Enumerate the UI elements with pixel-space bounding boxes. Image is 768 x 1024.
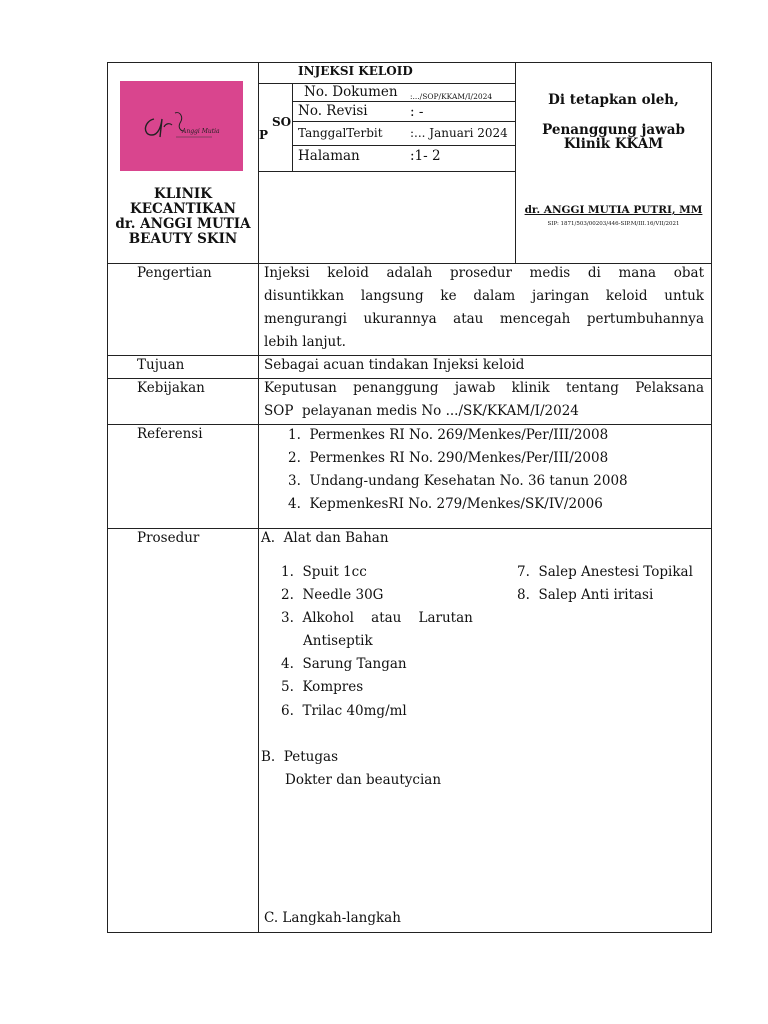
prosedur-b-text: Dokter dan beautycian: [285, 772, 442, 788]
table-bottom-border: [107, 932, 712, 933]
meta-value-halaman: :1- 2: [410, 148, 441, 164]
pengertian-line-1: Injeksi keloid adalah prosedur medis di mana obat: [264, 265, 704, 281]
referensi-item-4: 4. KepmenkesRI No. 279/Menkes/SK/IV/2006: [288, 496, 603, 512]
clinic-name-line-3: dr. ANGGI MUTIA: [115, 216, 251, 232]
alat-item-1: 1. Spuit 1cc: [281, 564, 367, 580]
referensi-item-2: 2. Permenkes RI No. 290/Menkes/Per/III/2008: [288, 450, 609, 466]
header-bottom-border: [107, 263, 712, 264]
clinic-name-line-2: KECANTIKAN: [130, 201, 236, 217]
pengertian-line-3: mengurangi ukurannya atau mencegah pertumbuhannya: [264, 311, 704, 327]
sop-divider: [292, 83, 293, 171]
meta-label-halaman: Halaman: [298, 148, 360, 164]
clinic-name-line-1: KLINIK: [154, 186, 212, 202]
alat-item-2: 2. Needle 30G: [281, 587, 384, 603]
tujuan-text: Sebagai acuan tindakan Injeksi keloid: [264, 357, 525, 373]
signer-name: dr. ANGGI MUTIA PUTRI, MM: [524, 204, 703, 216]
approval-line-1: Di tetapkan oleh,: [548, 92, 679, 108]
row-border-prosedur: [107, 528, 712, 529]
meta-value-no-dokumen: :.../SOP/KKAM/I/2024: [410, 92, 493, 101]
row-border-3: [292, 145, 515, 146]
alat-item-4: 4. Sarung Tangan: [281, 656, 407, 672]
meta-label-no-dokumen: No. Dokumen: [304, 84, 398, 100]
alat-item-3: 3. Alkohol atau Larutan: [281, 610, 473, 626]
alat-item-5: 5. Kompres: [281, 679, 364, 695]
label-kebijakan: Kebijakan: [137, 380, 205, 396]
meta-label-tanggal-terbit: TanggalTerbit: [298, 126, 383, 140]
prosedur-b-title: B. Petugas: [261, 749, 338, 765]
alat-item-8: 8. Salep Anti iritasi: [517, 587, 654, 603]
meta-label-no-revisi: No. Revisi: [298, 103, 368, 119]
prosedur-c-title: C. Langkah-langkah: [264, 910, 401, 926]
kebijakan-line-1: Keputusan penanggung jawab klinik tentang Pelaksana: [264, 380, 704, 396]
document-title: INJEKSI KELOID: [298, 64, 413, 78]
column-divider-left: [258, 62, 259, 933]
signer-sip: SIP: 1871/503/00203/446-SIP.M/III.16/VII/2021: [547, 221, 680, 227]
logo-monogram-icon: [120, 81, 243, 171]
clinic-name-line-4: BEAUTY SKIN: [128, 231, 238, 247]
alat-item-3-cont: Antiseptik: [303, 633, 373, 649]
meta-bottom-border: [258, 171, 515, 172]
pengertian-line-2: disuntikkan langsung ke dalam jaringan keloid untuk: [264, 288, 704, 304]
referensi-item-1: 1. Permenkes RI No. 269/Menkes/Per/III/2008: [288, 427, 609, 443]
approval-line-2: Penanggung jawab: [542, 122, 685, 138]
row-border-2: [292, 121, 515, 122]
meta-value-tanggal-terbit: :... Januari 2024: [410, 126, 508, 140]
referensi-item-3: 3. Undang-undang Kesehatan No. 36 tanun 2008: [288, 473, 628, 489]
prosedur-a-title: A. Alat dan Bahan: [261, 530, 389, 546]
meta-value-no-revisi: : -: [410, 104, 424, 120]
sop-label-top: SO: [272, 115, 292, 129]
sop-label-bottom: P: [259, 128, 269, 142]
row-border-kebijakan: [107, 378, 712, 379]
kebijakan-line-2: SOP pelayanan medis No .../SK/KKAM/I/2024: [264, 403, 579, 419]
label-tujuan: Tujuan: [137, 357, 185, 373]
row-border-referensi: [107, 424, 712, 425]
label-prosedur: Prosedur: [137, 530, 200, 546]
label-referensi: Referensi: [137, 426, 203, 442]
alat-item-6: 6. Trilac 40mg/ml: [281, 703, 407, 719]
row-border-tujuan: [107, 355, 712, 356]
alat-item-7: 7. Salep Anestesi Topikal: [517, 564, 693, 580]
table-right-border: [711, 62, 712, 933]
clinic-logo: [120, 81, 243, 171]
label-pengertian: Pengertian: [137, 265, 212, 281]
logo-text: Anggi Mutia: [182, 128, 220, 135]
approval-line-3: Klinik KKAM: [563, 136, 664, 152]
pengertian-line-4: lebih lanjut.: [264, 334, 346, 350]
